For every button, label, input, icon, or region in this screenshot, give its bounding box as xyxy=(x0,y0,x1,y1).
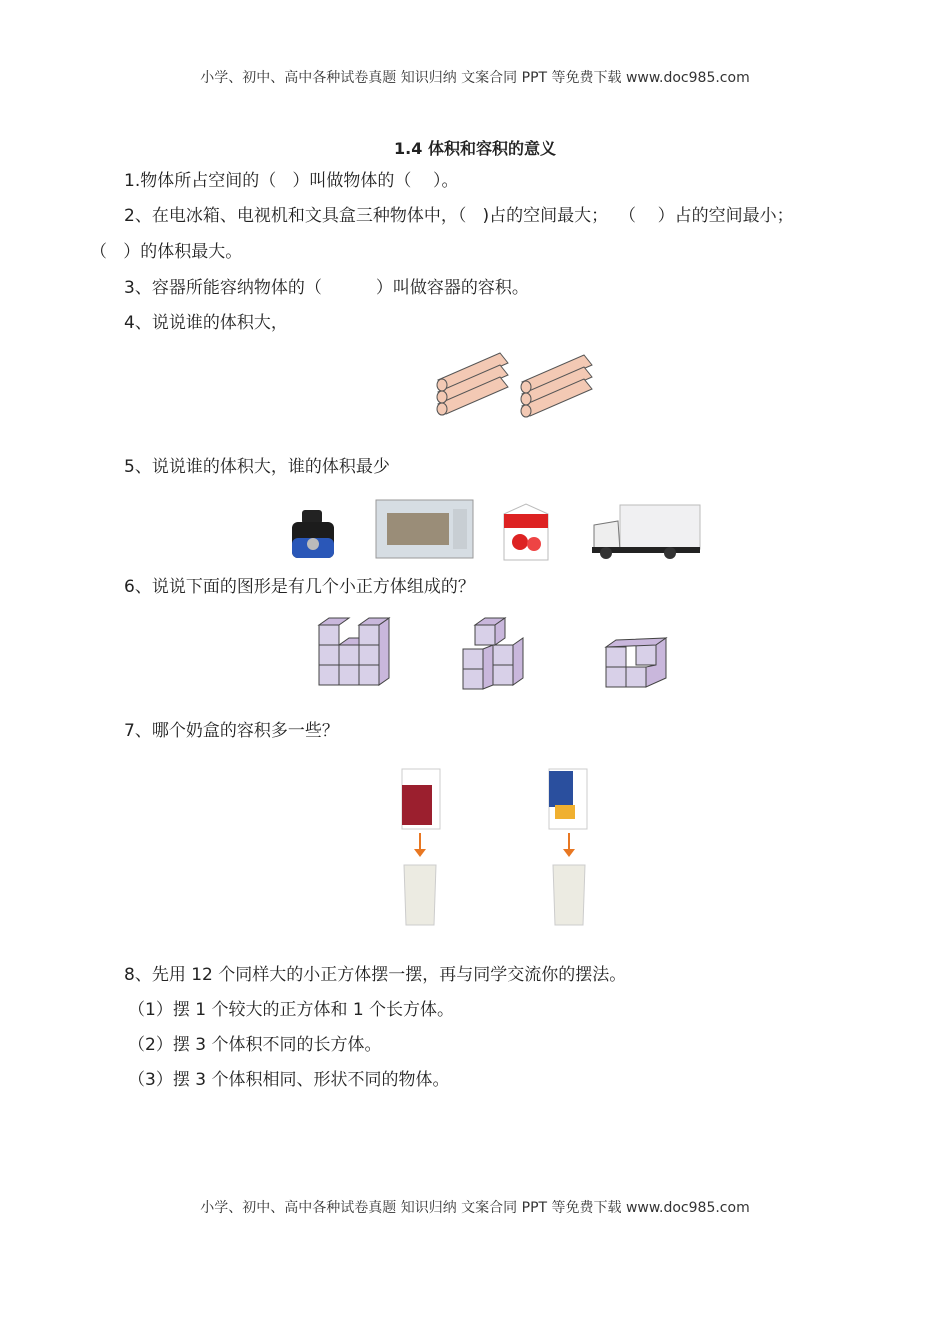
question-8-part-2: （2）摆 3 个体积不同的长方体。 xyxy=(128,1035,382,1055)
milk-box-a-image xyxy=(398,765,446,930)
ink-bottle-image xyxy=(288,508,338,560)
question-5: 5、说说谁的体积大，谁的体积最少 xyxy=(124,457,390,477)
page-header: 小学、初中、高中各种试卷真题 知识归纳 文案合同 PPT 等免费下载 www.doc985.com xyxy=(200,70,750,86)
milk-box-b-image xyxy=(545,765,593,930)
question-8-part-3: （3）摆 3 个体积相同、形状不同的物体。 xyxy=(128,1070,450,1090)
truck-image xyxy=(590,503,702,561)
question-8-part-1: （1）摆 1 个较大的正方体和 1 个长方体。 xyxy=(128,1000,455,1020)
milk-carton-image xyxy=(500,500,552,562)
cube-figure-1 xyxy=(316,615,396,690)
microwave-image xyxy=(375,497,475,561)
question-3: 3、容器所能容纳物体的（ ）叫做容器的容积。 xyxy=(124,278,529,298)
page-title: 1.4 体积和容积的意义 xyxy=(394,139,556,158)
cube-figure-3 xyxy=(603,635,673,691)
question-8: 8、先用 12 个同样大的小正方体摆一摆，再与同学交流你的摆法。 xyxy=(124,965,627,985)
question-2-cont: （ ）的体积最大。 xyxy=(90,242,243,262)
question-7: 7、哪个奶盒的容积多一些？ xyxy=(124,721,339,741)
log-stacks-image xyxy=(430,345,600,420)
question-6: 6、说说下面的图形是有几个小正方体组成的？ xyxy=(124,577,475,597)
question-4: 4、说说谁的体积大， xyxy=(124,313,288,333)
page-footer: 小学、初中、高中各种试卷真题 知识归纳 文案合同 PPT 等免费下载 www.doc985.com xyxy=(200,1200,750,1216)
question-2: 2、在电冰箱、电视机和文具盒三种物体中，（ )占的空间最大； （ ）占的空间最小； xyxy=(124,206,794,226)
cube-figure-2 xyxy=(460,615,532,693)
question-1: 1.物体所占空间的（ ）叫做物体的（ ）。 xyxy=(124,171,459,191)
